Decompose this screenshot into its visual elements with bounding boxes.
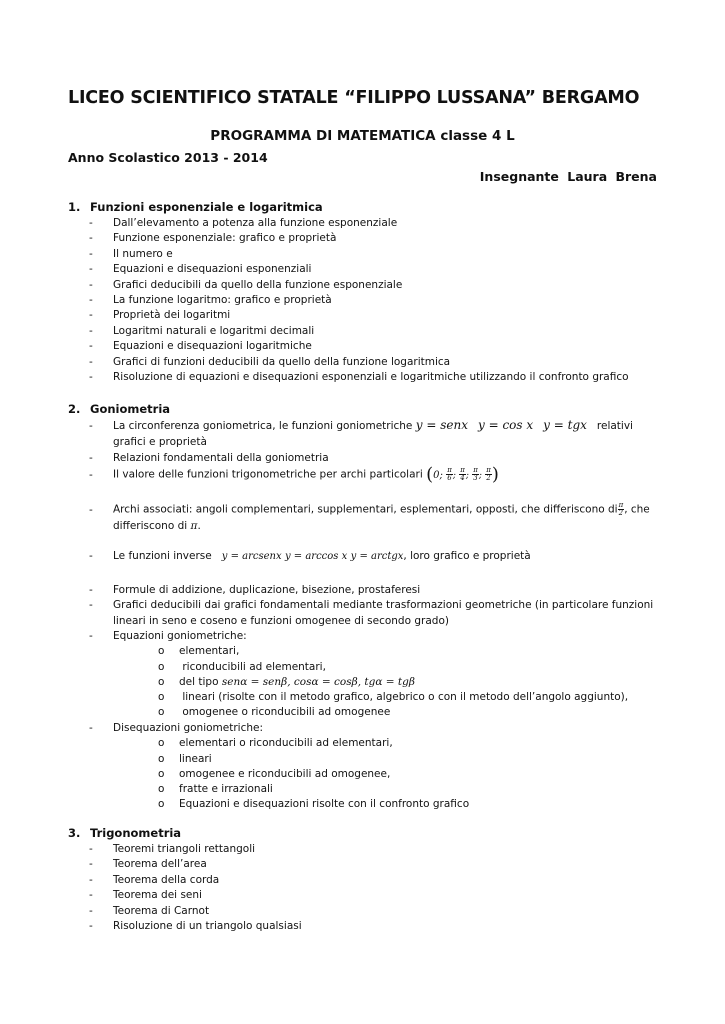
section-2-heading [68,402,170,416]
item-text: Archi associati: angoli complementari, supplementari, esplementari, opposti, che differiscono di [113,503,618,516]
dash-bullet: - [89,294,93,306]
item-text: Risoluzione di un triangolo qualsiasi [113,920,302,932]
sub-list-item [158,644,239,658]
sub-list-item [158,752,212,766]
section-1-heading [68,200,323,214]
pi-symbol: π [190,520,198,532]
formula-arccos: y = arccos x [284,551,348,562]
item-text-tail: relativi [596,420,633,432]
sub-list-item [158,690,628,704]
list-item-continuation [113,519,201,533]
item-text: lineari [179,753,212,765]
dash-bullet: - [89,630,93,642]
list-item-continuation: grafici e proprietà [113,436,207,448]
list-item [89,231,336,245]
item-text: Logaritmi naturali e logaritmi decimali [113,324,315,337]
formula-tan: y = tgx [543,418,587,432]
item-text: Il valore delle funzioni trigonometriche per archi particolari [113,468,423,481]
dash-bullet: - [89,503,93,516]
item-text: Grafici deducibili dai grafici fondamentali mediante trasformazioni geometriche (in particolare funzioni [113,599,654,611]
section-title: Goniometria [90,402,171,416]
list-item [89,598,653,612]
list-item [89,247,173,261]
dash-bullet: - [89,420,93,432]
period: . [197,520,201,532]
list-item [89,919,302,933]
item-text: Grafici deducibili da quello della funzione esponenziale [113,278,403,291]
fraction-pi-6: $\frac{\pi}{6}$ [447,466,452,482]
item-text: lineari (risolte con il metodo grafico, algebrico o con il metodo dell’angolo aggiunto), [179,691,629,703]
circle-bullet: o [158,753,165,765]
circle-bullet: o [158,645,165,657]
dash-bullet: - [89,340,93,353]
circle-bullet: o [158,661,165,673]
item-text: Dall’elevamento a potenza alla funzione esponenziale [113,217,398,229]
item-text: omogenee o riconducibili ad omogenee [179,706,391,718]
fraction-pi-4: $\frac{\pi}{4}$ [460,466,465,482]
formula-arctan: y = arctgx [350,551,404,562]
sub-list-item [158,736,393,750]
list-item [89,339,312,353]
list-item [89,502,650,517]
circle-bullet: o [158,768,165,780]
item-text: Il numero e [113,247,173,260]
list-item [89,842,255,856]
school-year: Anno Scolastico 2013 - 2014 [68,150,268,165]
item-text: Equazioni e disequazioni risolte con il confronto grafico [179,798,470,810]
list-item [89,418,633,433]
list-item [89,293,332,307]
section-3-heading [68,826,181,840]
list-item [89,370,629,384]
item-text: Formule di addizione, duplicazione, bisezione, prostaferesi [113,584,421,596]
list-item [89,904,209,918]
list-item-continuation: lineari in seno e coseno e funzioni omogenee di secondo grado) [113,615,449,627]
list-item [89,583,420,597]
item-text: omogenee e riconducibili ad omogenee, [179,768,391,780]
item-text: elementari o riconducibili ad elementari, [179,737,393,749]
dash-bullet: - [89,452,93,464]
dash-bullet: - [89,355,93,368]
sub-list-item [158,660,326,674]
item-text: Teoremi triangoli rettangoli [113,843,256,855]
school-title: LICEO SCIENTIFICO STATALE “FILIPPO LUSSANA” BERGAMO [68,88,640,108]
fraction-pi-3: $\frac{\pi}{3}$ [473,466,478,482]
list-item [89,888,202,902]
dash-bullet: - [89,371,93,383]
teacher-name: Insegnante Laura Brena [479,169,657,184]
circle-bullet: o [158,783,165,795]
sub-list-item [158,797,469,811]
fraction-pi-2: $\frac{\pi}{2}$ [618,501,624,517]
item-text: Disequazioni goniometriche: [113,722,263,734]
dash-bullet: - [89,278,93,291]
dash-bullet: - [89,584,93,596]
dash-bullet: - [89,468,93,481]
dash-bullet: - [89,858,93,871]
dash-bullet: - [89,550,93,562]
item-text: elementari, [179,645,240,657]
item-text: riconducibili ad elementari, [179,661,326,673]
zero: 0; [433,469,443,481]
section-title: Funzioni esponenziale e logaritmica [90,200,323,214]
item-text: Proprietà dei logaritmi [113,309,231,322]
item-text: Relazioni fondamentali della goniometria [113,452,329,464]
item-text-tail: , che [624,503,650,516]
dash-bullet: - [89,263,93,276]
formula-cos: y = cos x [477,418,534,432]
item-text: differiscono di [113,520,188,532]
formula-sin: y = senx [415,418,468,432]
dash-bullet: - [89,232,93,245]
sub-list-item [158,675,415,689]
item-text: del tipo [179,676,219,688]
list-item [89,355,450,369]
dash-bullet: - [89,599,93,611]
item-text: Teorema dell’area [113,858,207,871]
list-item [89,308,230,322]
formula-equal-functions: senα = senβ, cosα = cosβ, tgα = tgβ [221,676,415,688]
program-title: PROGRAMMA DI MATEMATICA classe 4 L [210,128,515,144]
dash-bullet: - [89,873,93,886]
list-item [89,451,329,465]
list-item [89,721,263,735]
section-number: 1. [68,200,81,214]
item-text: Risoluzione di equazioni e disequazioni esponenziali e logaritmiche utilizzando il confronto grafico [113,371,629,383]
circle-bullet: o [158,691,165,703]
item-text-tail: , loro grafico e proprietà [403,550,531,562]
item-text: Grafici di funzioni deducibili da quello della funzione logaritmica [113,355,451,368]
formula-arcsin: y = arcsenx [221,551,282,562]
list-item [89,873,219,887]
dash-bullet: - [89,722,93,734]
fraction-pi-2: $\frac{\pi}{2}$ [486,466,491,482]
sub-list-item [158,782,273,796]
item-text: La funzione logaritmo: grafico e proprietà [113,294,332,306]
dash-bullet: - [89,889,93,902]
sub-list-item [158,767,390,781]
list-item [89,463,499,485]
circle-bullet: o [158,737,165,749]
list-item [89,324,314,338]
circle-bullet: o [158,676,165,688]
dash-bullet: - [89,324,93,337]
circle-bullet: o [158,706,165,718]
item-text: Le funzioni inverse [113,550,212,562]
item-text: Equazioni e disequazioni logaritmiche [113,340,312,353]
list-item [89,549,531,564]
item-text: Teorema dei seni [113,889,202,902]
list-item [89,262,311,276]
item-text: Teorema di Carnot [113,904,210,917]
item-text: Teorema della corda [113,873,220,886]
section-title: Trigonometria [90,826,182,840]
section-number: 3. [68,826,81,840]
dash-bullet: - [89,309,93,322]
item-text: Funzione esponenziale: grafico e proprietà [113,232,337,245]
list-item [89,629,247,643]
circle-bullet: o [158,798,165,810]
item-text: Equazioni goniometriche: [113,630,247,642]
item-text: La circonferenza goniometrica, le funzioni goniometriche [113,420,413,432]
dash-bullet: - [89,843,93,855]
list-item [89,278,402,292]
item-text: Equazioni e disequazioni esponenziali [113,263,312,276]
dash-bullet: - [89,904,93,917]
list-item [89,216,397,230]
sub-list-item [158,705,390,719]
special-angles-formula: (0; $\frac{\pi}{6}$ ; $\frac{\pi}{4}$ ; $\frac{\pi}{3}$ ; $\frac{\pi}{2}$ ) [426,463,499,485]
list-item [89,857,207,871]
section-number: 2. [68,402,81,416]
dash-bullet: - [89,920,93,932]
dash-bullet: - [89,217,93,229]
dash-bullet: - [89,247,93,260]
item-text: fratte e irrazionali [179,783,273,795]
